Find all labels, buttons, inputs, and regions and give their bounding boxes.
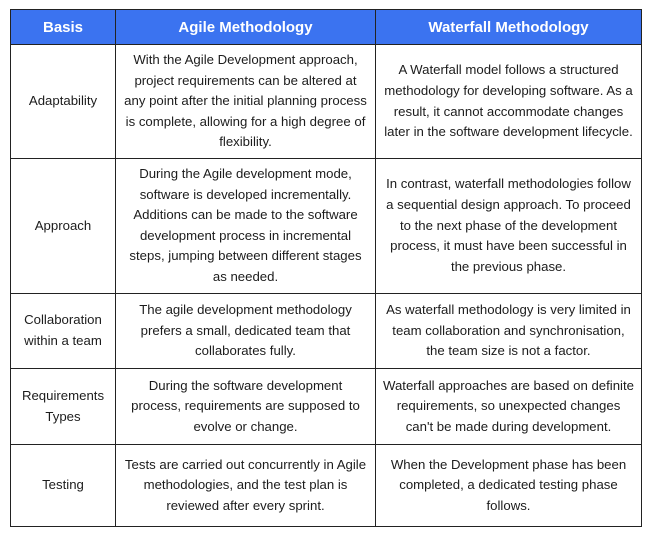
table-row [11,159,642,293]
header-agile: Agile Methodology [116,10,376,45]
row-waterfall: When the Development phase has been completed, a dedicated testing phase follows. [376,445,642,527]
comparison-table-container [10,9,641,527]
row-basis: Approach [11,159,116,293]
table-row [11,445,642,527]
row-basis: Collaboration within a team [11,293,116,369]
row-agile: The agile development methodology prefers a small, dedicated team that collaborates fully. [116,293,376,369]
table-row [11,45,642,159]
row-agile: During the software development process, requirements are supposed to evolve or change. [116,369,376,445]
header-basis: Basis [11,10,116,45]
table-header-row [11,10,642,45]
row-waterfall: Waterfall approaches are based on definite requirements, so unexpected changes can't be made during development. [376,369,642,445]
row-agile: With the Agile Development approach, project requirements can be altered at any point after the initial planning process is complete, allowing for a high degree of flexibility. [116,45,376,159]
row-basis: Testing [11,445,116,527]
row-waterfall: In contrast, waterfall methodologies follow a sequential design approach. To proceed to the next phase of the development process, it must have been successful in the previous phase. [376,159,642,293]
row-waterfall: A Waterfall model follows a structured methodology for developing software. As a result, it cannot accommodate changes later in the software development lifecycle. [376,45,642,159]
row-basis: Requirements Types [11,369,116,445]
row-waterfall: As waterfall methodology is very limited in team collaboration and synchronisation, the team size is not a factor. [376,293,642,369]
comparison-table [10,9,642,527]
row-basis: Adaptability [11,45,116,159]
table-row [11,293,642,369]
row-agile: Tests are carried out concurrently in Agile methodologies, and the test plan is reviewed after every sprint. [116,445,376,527]
row-agile: During the Agile development mode, software is developed incrementally. Additions can be made to the software development process in incremental steps, jumping between different stages as needed. [116,159,376,293]
table-row [11,369,642,445]
header-waterfall: Waterfall Methodology [376,10,642,45]
